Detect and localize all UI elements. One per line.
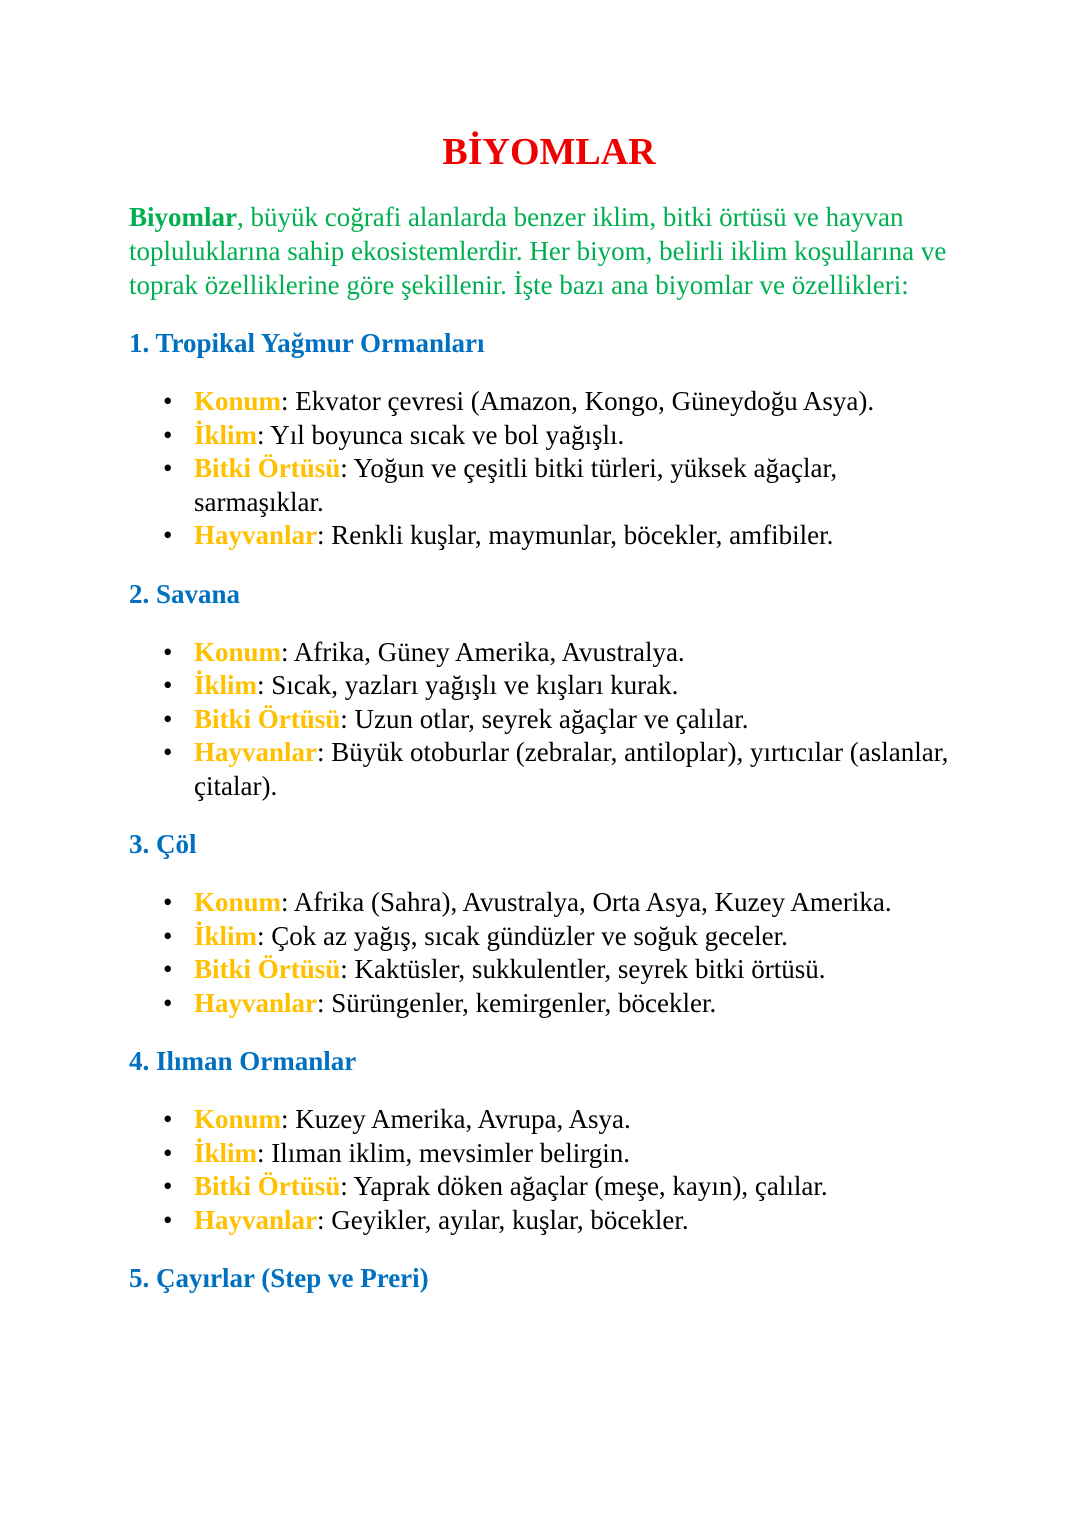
item-label: Bitki Örtüsü	[194, 453, 341, 483]
list-item	[163, 703, 949, 737]
document-page	[129, 128, 949, 1295]
section-heading: 3. Çöl	[129, 829, 197, 859]
list-item	[163, 519, 949, 553]
bullet-list	[129, 385, 949, 553]
item-label: Bitki Örtüsü	[194, 1171, 341, 1201]
bullet-icon: •	[163, 520, 173, 550]
item-label: Konum	[194, 1104, 282, 1134]
section-heading: 5. Çayırlar (Step ve Preri)	[129, 1263, 429, 1293]
item-label: İklim	[194, 920, 258, 951]
item-text: : Kaktüsler, sukkulentler, seyrek bitki örtüsü.	[340, 954, 826, 984]
bullet-icon: •	[163, 737, 173, 767]
item-text: : Yıl boyunca sıcak ve bol yağışlı.	[257, 419, 625, 450]
list-item	[163, 987, 949, 1021]
item-text: : Ilıman iklim, mevsimler belirgin.	[257, 1137, 630, 1168]
item-text: : Çok az yağış, sıcak gündüzler ve soğuk geceler.	[257, 920, 788, 951]
item-text: : Yoğun ve çeşitli bitki türleri, yüksek ağaçlar, sarmaşıklar.	[194, 453, 838, 517]
bullet-icon: •	[163, 954, 173, 984]
item-label: Hayvanlar	[194, 1204, 318, 1235]
list-item	[163, 669, 949, 703]
list-item	[163, 452, 949, 519]
bullet-icon: •	[163, 1171, 173, 1201]
bullet-icon: •	[163, 636, 173, 667]
item-label: Hayvanlar	[194, 987, 318, 1018]
section-heading: 1. Tropikal Yağmur Ormanları	[129, 328, 485, 358]
list-item	[163, 920, 949, 954]
item-text: : Sürüngenler, kemirgenler, böcekler.	[317, 987, 717, 1018]
item-text: : Yaprak döken ağaçlar (meşe, kayın), çalılar.	[340, 1171, 828, 1201]
item-text: : Ekvator çevresi (Amazon, Kongo, Güneydoğu Asya).	[281, 386, 875, 416]
item-label: Konum	[194, 636, 282, 667]
bullet-icon: •	[163, 987, 173, 1018]
item-text: : Afrika (Sahra), Avustralya, Orta Asya, Kuzey Amerika.	[281, 887, 892, 917]
bullet-icon: •	[163, 386, 173, 416]
intro-text: , büyük coğrafi alanlarda benzer iklim, bitki örtüsü ve hayvan topluluklarına sahip ekosistemlerdir. Her biyom, belirli iklim koşullarına ve toprak özelliklerine göre şekillenir. İşte bazı ana biyomlar ve özellikleri:	[129, 202, 947, 300]
item-label: İklim	[194, 1137, 258, 1168]
item-text: : Afrika, Güney Amerika, Avustralya.	[281, 636, 685, 667]
intro-bold-term: Biyomlar	[129, 202, 237, 232]
bullet-icon: •	[163, 453, 173, 483]
item-text: : Geyikler, ayılar, kuşlar, böcekler.	[317, 1204, 689, 1235]
list-item	[163, 419, 949, 453]
list-item	[163, 636, 949, 670]
bullet-list	[129, 636, 949, 804]
section-heading: 2. Savana	[129, 578, 241, 609]
bullet-list	[129, 1103, 949, 1237]
item-text: : Sıcak, yazları yağışlı ve kışları kurak.	[257, 670, 679, 700]
list-item	[163, 1170, 949, 1204]
item-label: Hayvanlar	[194, 737, 318, 767]
bullet-icon: •	[163, 920, 173, 951]
bullet-icon: •	[163, 703, 173, 734]
list-item	[163, 1103, 949, 1137]
section-heading: 4. Ilıman Ormanlar	[129, 1046, 357, 1076]
intro-paragraph	[129, 200, 949, 302]
item-label: İklim	[194, 670, 258, 700]
list-item	[163, 1137, 949, 1171]
item-label: Bitki Örtüsü	[194, 954, 341, 984]
list-item	[163, 385, 949, 419]
item-text: : Renkli kuşlar, maymunlar, böcekler, amfibiler.	[317, 520, 834, 550]
bullet-icon: •	[163, 670, 173, 700]
bullet-icon: •	[163, 419, 173, 450]
page-title: BİYOMLAR	[442, 131, 656, 173]
item-label: Konum	[194, 887, 282, 917]
bullet-list	[129, 886, 949, 1020]
sections	[129, 326, 949, 1295]
bullet-icon: •	[163, 1204, 173, 1235]
bullet-icon: •	[163, 1137, 173, 1168]
item-text: : Uzun otlar, seyrek ağaçlar ve çalılar.	[340, 703, 749, 734]
item-label: Bitki Örtüsü	[194, 703, 341, 734]
list-item	[163, 736, 949, 803]
item-label: Hayvanlar	[194, 520, 318, 550]
item-label: Konum	[194, 386, 282, 416]
list-item	[163, 953, 949, 987]
item-text: : Kuzey Amerika, Avrupa, Asya.	[281, 1104, 631, 1134]
bullet-icon: •	[163, 1104, 173, 1134]
list-item	[163, 886, 949, 920]
item-text: : Büyük otoburlar (zebralar, antiloplar), yırtıcılar (aslanlar, çitalar).	[194, 737, 949, 801]
bullet-icon: •	[163, 887, 173, 917]
list-item	[163, 1204, 949, 1238]
item-label: İklim	[194, 419, 258, 450]
